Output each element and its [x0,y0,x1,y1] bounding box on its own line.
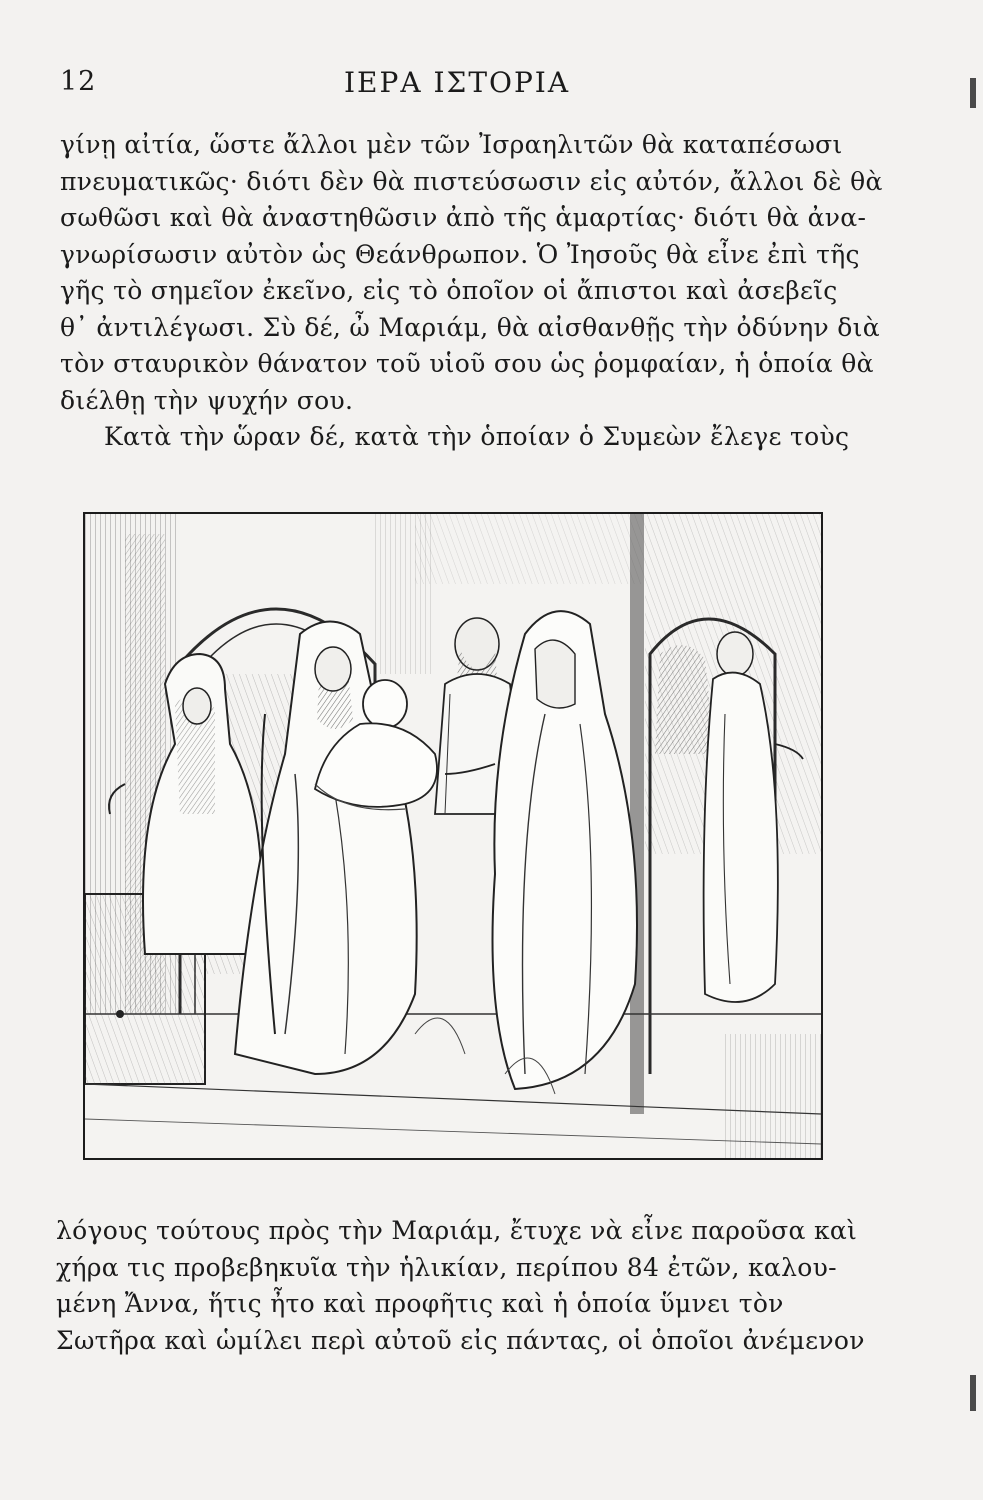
text-line: γίνῃ αἰτία, ὥστε ἄλλοι μὲν τῶν Ἰσραηλιτῶν θὰ καταπέσωσι [60,130,843,159]
body-text-bottom [56,1213,916,1359]
presentation-in-temple-engraving [85,514,821,1158]
text-line: διέλθῃ τὴν ψυχήν σου. [60,385,354,415]
engraving-illustration [83,512,823,1160]
text-line: Σωτῆρα καὶ ὡμίλει περὶ αὐτοῦ εἰς πάντας, οἱ ὁποῖοι ἀνέμενον [56,1325,865,1355]
running-title: ΙΕΡΑ ΙΣΤΟΡΙΑ [344,66,571,99]
page-number: 12 [60,66,97,97]
text-line: πνευματικῶς· διότι δὲν θὰ πιστεύσωσιν εἰς αὐτόν, ἄλλοι δὲ θὰ [60,166,883,196]
body-text-top [60,127,910,456]
page-edge-mark [970,1375,976,1411]
text-line: θ᾽ ἀντιλέγωσι. Σὺ δέ, ὦ Μαριάμ, θὰ αἰσθανθῇς τὴν ὀδύνην διὰ [60,312,880,342]
running-head [0,64,983,104]
page-edge-mark [970,78,976,108]
paragraph-start-line: Κατὰ τὴν ὥραν δέ, κατὰ τὴν ὁποίαν ὁ Συμεὼν ἔλεγε τοὺς [104,422,850,451]
text-line: μένη Ἄννα, ἥτις ἦτο καὶ προφῆτις καὶ ἡ ὁποία ὕμνει τὸν [56,1289,784,1318]
text-line: χήρα τις προβεβηκυῖα τὴν ἡλικίαν, περίπου 84 ἐτῶν, καλου- [56,1252,837,1282]
text-line: λόγους τούτους πρὸς τὴν Μαριάμ, ἔτυχε νὰ εἶνε παροῦσα καὶ [56,1216,858,1245]
text-line: τὸν σταυρικὸν θάνατον τοῦ υἱοῦ σου ὡς ῥομφαίαν, ἡ ὁποία θὰ [60,349,874,378]
text-line: σωθῶσι καὶ θὰ ἀναστηθῶσιν ἀπὸ τῆς ἁμαρτίας· διότι θὰ ἀνα- [60,203,867,232]
text-line: γνωρίσωσιν αὐτὸν ὡς Θεάνθρωπον. Ὁ Ἰησοῦς θὰ εἶνε ἐπὶ τῆς [60,239,860,269]
text-line: γῆς τὸ σημεῖον ἐκεῖνο, εἰς τὸ ὁποῖον οἱ ἄπιστοι καὶ ἀσεβεῖς [60,276,838,305]
